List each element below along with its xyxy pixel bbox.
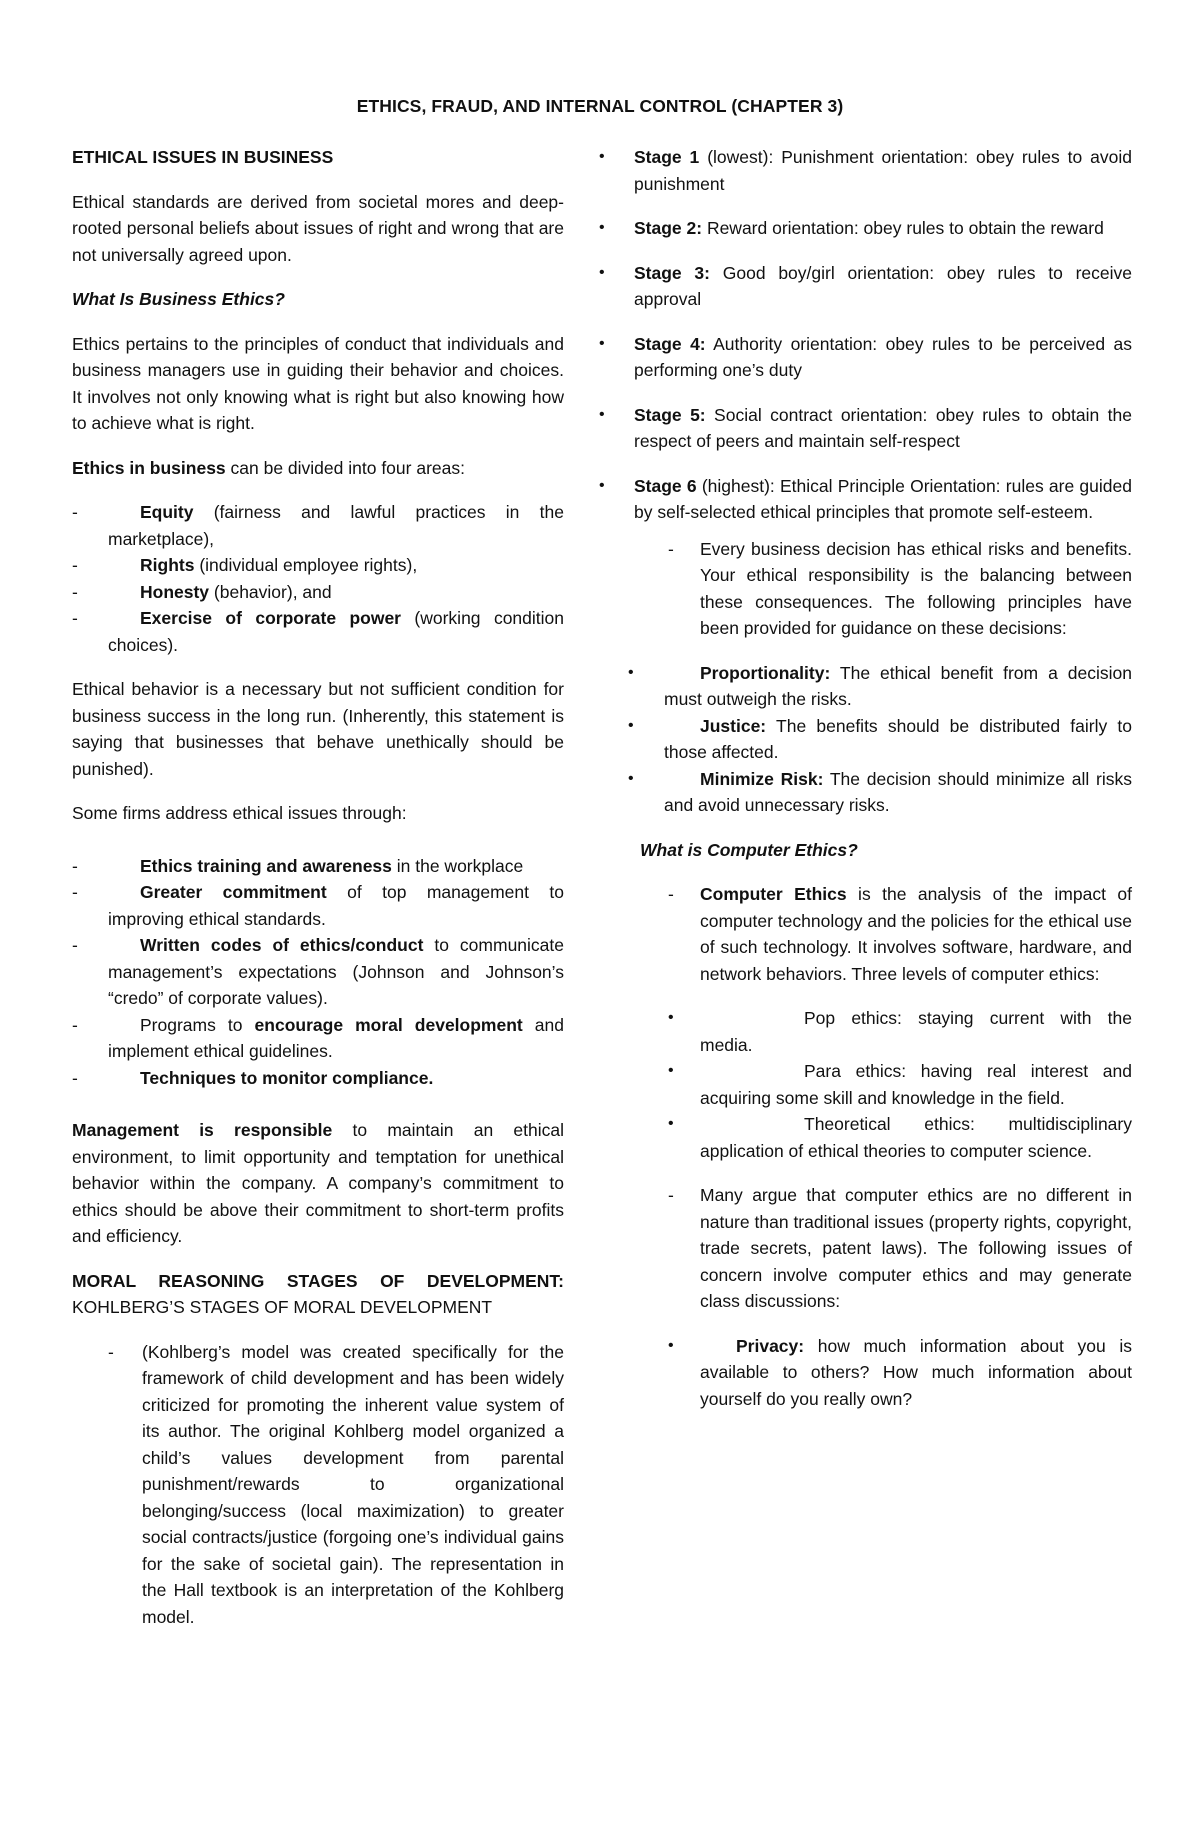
stage-label: Stage 3: [634,262,710,283]
dash-marker: - [72,502,78,522]
stage-desc: Reward orientation: obey rules to obtain the reward [702,218,1104,238]
principle-desc: The decision should minimize all risks and avoid unnecessary risks. [664,768,1132,815]
list-item [634,881,1132,987]
area-name: Rights [140,555,195,575]
dash-marker: - [72,882,78,902]
list-item: - Ethics training and awareness in the workplace [72,853,564,880]
stage-item [500,144,1132,197]
four-areas-rest: can be divided into four areas: [225,457,465,478]
bullet-marker: • [599,263,605,281]
bullet-marker: • [668,1115,674,1132]
bullet-marker: • [599,405,605,423]
level-item [634,1111,1132,1164]
stage-item [500,215,1132,242]
level-item [634,1058,1132,1111]
dash-marker: - [72,555,78,575]
dash-marker: - [108,1341,114,1362]
bullet-marker: • [599,334,605,352]
dash-marker: - [72,855,78,876]
kohlberg-text: (Kohlberg’s model was created specifically for the framework of child development and has been widely criticized for promoting the inherent value system of its author. The original Kohlberg model organized a child’s values development from parental punishment/rewards to organizational belonging/success (local maximization) to greater social contracts/justice (forgoing one’s individual gains for the sake of societal gain). The representation in the Hall textbook is an interpretation of the Kohlberg model. [142,1341,564,1627]
list-item: - Greater commitment of top management to improving ethical standards. [72,879,564,932]
dash-marker: - [668,1185,674,1205]
management-rest: to maintain an ethical environment, to limit opportunity and temptation for unethical behavior within the company. A company’s commitment to ethics should be above their commitment to short-term profits and efficiency. [72,1120,564,1246]
moral-subheading: KOHLBERG’S STAGES OF MORAL DEVELOPMENT [72,1297,493,1317]
level-text: Para ethics: having real interest and acquiring some skill and knowledge in the field. [700,1061,1132,1108]
firm-bold: Written codes of ethics/conduct [140,935,424,955]
list-item [634,536,1132,642]
bullet-marker: • [599,219,605,236]
area-desc: (working condition choices). [108,608,564,655]
privacy-bold: Privacy: [736,1335,805,1356]
question-computer-ethics: What is Computer Ethics? [640,839,858,860]
bullet-marker: • [668,1336,674,1354]
stage-item [500,473,1132,526]
bullet-marker: • [628,769,634,787]
area-name: Exercise of corporate power [140,608,401,628]
issues-list [634,1333,1132,1413]
stage-item [500,402,1132,455]
list-item [72,1339,564,1631]
bullet-marker: • [599,148,605,165]
section-heading-ethical-issues: ETHICAL ISSUES IN BUSINESS [72,147,334,167]
stage-desc: Authority orientation: obey rules to be perceived as performing one’s duty [634,333,1132,380]
principle-item [628,766,1132,819]
stage-label: Stage 4: [634,333,706,354]
bullet-marker: • [628,716,634,734]
area-name: Equity [140,502,194,522]
principle-desc: The ethical benefit from a decision must outweigh the risks. [664,662,1132,709]
computer-ethics-rest: is the analysis of the impact of computer technology and the policies for the ethical use of such technology. It involves software, hardware, and network behaviors. Three levels of computer ethics: [700,884,1132,984]
stage-label: Stage 6 [634,475,697,496]
level-item [634,1005,1132,1058]
stage-desc: (lowest): Punishment orientation: obey rules to avoid punishment [634,147,1133,194]
ethics-definition-paragraph: Ethics pertains to the principles of conduct that individuals and business managers use in guiding their behavior and choices. It involves not only knowing what is right but also knowing how to achieve what is right. [72,333,564,433]
four-areas-bold: Ethics in business [72,457,226,478]
list-item: - Programs to encourage moral development and implement ethical guidelines. [72,1012,564,1065]
list-item [72,552,564,579]
bullet-marker: • [628,663,634,681]
list-item [72,499,564,552]
levels-list [634,1005,1132,1164]
principle-name: Justice: [700,715,767,736]
dash-marker: - [72,1014,78,1035]
bullet-marker: • [668,1009,674,1026]
dash-marker: - [72,1067,78,1088]
list-item [72,605,564,658]
decision-text: Every business decision has ethical risks and benefits. Your ethical responsibility is the balancing between these consequences. The following principles have been provided for guidance on these decisions: [700,538,1132,638]
privacy-rest: how much information about you is available to others? How much information about yourself do you really own? [700,1335,1132,1409]
decision-list [634,536,1132,642]
issue-item [634,1333,1132,1413]
area-desc: (individual employee rights), [194,555,418,575]
kohlberg-list [72,1339,564,1631]
right-column [599,144,1133,1430]
level-text: Pop ethics: staying current with the media. [700,1008,1132,1055]
list-item [72,579,564,606]
principle-desc: The benefits should be distributed fairly to those affected. [664,715,1132,762]
firm-bold: encourage moral development [254,1014,523,1035]
moral-heading-block [72,1268,564,1321]
computer-ethics-bold: Computer Ethics [700,884,847,904]
stage-item [500,260,1132,313]
stage-label: Stage 5: [634,404,706,425]
bullet-marker: • [599,476,605,494]
dash-marker: - [72,935,78,955]
level-text: Theoretical ethics: multidisciplinary application of ethical theories to computer science. [700,1114,1132,1161]
list-item [72,1065,564,1092]
area-name: Honesty [140,581,210,602]
many-argue-text: Many argue that computer ethics are no different in nature than traditional issues (property rights, copyright, trade secrets, patent laws). The following issues of concern involve computer ethics and may generate class discussions: [700,1185,1132,1311]
firm-bold: Ethics training and awareness [140,855,392,876]
moral-heading: MORAL REASONING STAGES OF DEVELOPMENT: [72,1270,564,1291]
left-column [72,144,564,1648]
firm-bold: Techniques to monitor compliance. [140,1067,434,1088]
principles-list [628,660,1132,819]
dash-marker: - [668,538,674,559]
dash-marker: - [72,581,78,602]
principle-name: Proportionality: [700,662,831,683]
stages-list [500,144,1132,526]
intro-paragraph: Ethical standards are derived from societal mores and deep-rooted personal beliefs about issues of right and wrong that are not universally agreed upon. [72,191,564,265]
list-item: - Written codes of ethics/conduct to communicate management’s expectations (Johnson and Johnson’s “credo” of corporate values). [72,932,564,1012]
ethical-behavior-paragraph: Ethical behavior is a necessary but not sufficient condition for business success in the long run. (Inherently, this statement is saying that businesses that behave unethically should be punished). [72,679,564,779]
firms-list [72,853,564,1092]
stage-label: Stage 1 [634,147,700,167]
principle-name: Minimize Risk: [700,768,824,789]
firms-intro: Some firms address ethical issues through: [72,803,407,823]
firm-bold: Greater commitment [140,882,327,902]
four-areas-list [72,499,564,658]
stage-label: Stage 2: [634,218,703,238]
many-argue-list [634,1182,1132,1315]
four-areas-intro [72,455,564,482]
dash-marker: - [668,884,674,904]
principle-item [628,660,1132,713]
list-item [634,1182,1132,1315]
stage-desc: Good boy/girl orientation: obey rules to receive approval [634,262,1133,309]
area-desc: (fairness and lawful practices in the marketplace), [108,502,564,549]
page-title: ETHICS, FRAUD, AND INTERNAL CONTROL (CHAPTER 3) [356,96,844,116]
management-bold: Management is responsible [72,1120,333,1140]
management-paragraph [72,1117,564,1250]
dash-marker: - [72,608,78,628]
question-business-ethics: What Is Business Ethics? [72,289,285,309]
area-desc: (behavior), and [209,581,332,602]
stage-item [500,331,1132,384]
stage-desc: Social contract orientation: obey rules to obtain the respect of peers and maintain self-respect [634,404,1132,451]
bullet-marker: • [668,1062,674,1079]
stage-desc: (highest): Ethical Principle Orientation: rules are guided by self-selected ethical principles that promote self-esteem. [634,475,1132,522]
principle-item [628,713,1132,766]
computer-ethics-list [634,881,1132,987]
